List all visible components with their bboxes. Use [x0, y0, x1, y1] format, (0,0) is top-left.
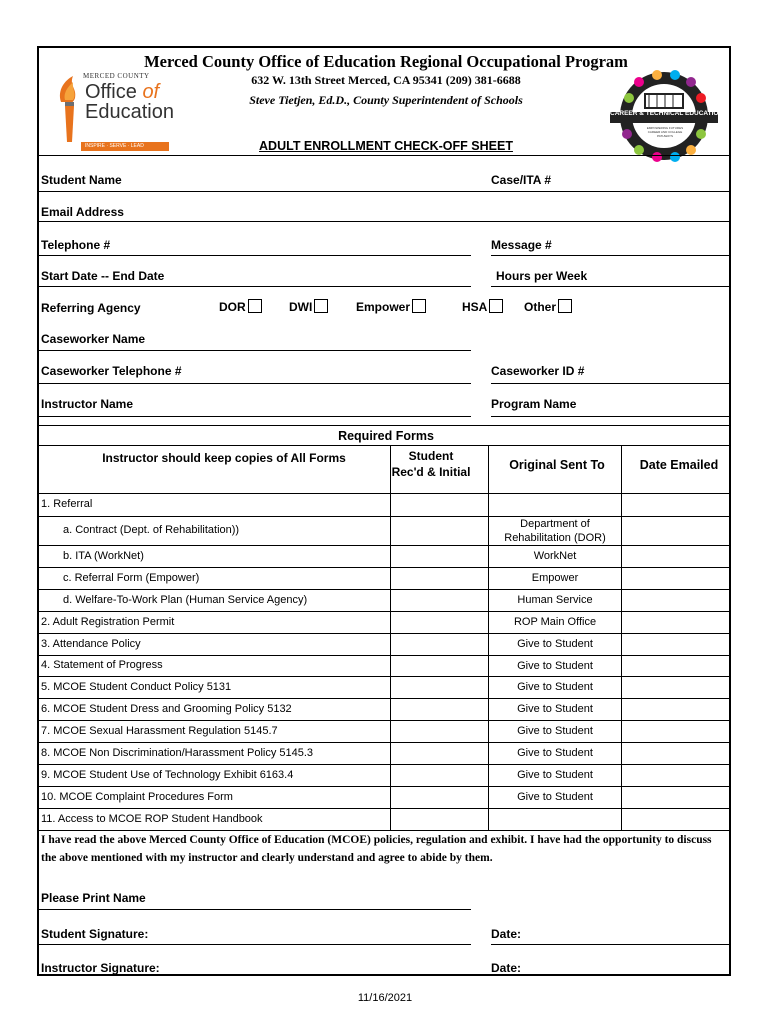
date-label-1: Date: [491, 927, 522, 941]
table-row-initial-cell[interactable] [391, 589, 487, 611]
table-row-date-emailed-cell[interactable] [622, 720, 728, 742]
telephone-line[interactable] [39, 255, 471, 256]
table-row-label: 4. Statement of Progress [41, 659, 163, 671]
table-row-label: 2. Adult Registration Permit [41, 616, 175, 628]
table-row-date-emailed-cell[interactable] [622, 516, 728, 545]
table-row-initial-cell[interactable] [391, 493, 487, 516]
table-row-sent-to: Department of Rehabilitation (DOR) [504, 517, 606, 544]
date-line-1[interactable] [491, 944, 729, 945]
hsa-checkbox[interactable]: HSA [462, 299, 503, 314]
table-row-label: 1. Referral [41, 498, 93, 510]
table-row-date-emailed-cell[interactable] [622, 764, 728, 786]
table-row-label: 7. MCOE Sexual Harassment Regulation 5145.7 [41, 725, 278, 737]
table-row-date-emailed-cell[interactable] [622, 742, 728, 764]
instructor-name-line[interactable] [39, 416, 471, 417]
logo-tagline: INSPIRE · SERVE · LEAD [85, 143, 144, 149]
referring-agency-label: Referring Agency [41, 301, 141, 315]
form-frame [37, 46, 731, 976]
email-line[interactable] [39, 221, 729, 222]
table-row-initial-cell[interactable] [391, 720, 487, 742]
table-row-sent-to: Give to Student [517, 791, 593, 803]
table-row-initial-cell[interactable] [391, 516, 487, 545]
table-row-sent-to: Give to Student [517, 638, 593, 650]
page-title: Merced County Office of Education Regional Occupational Program [144, 52, 628, 71]
print-name-line[interactable] [39, 909, 471, 910]
dwi-checkbox[interactable]: DWI [289, 299, 328, 314]
table-row-initial-cell[interactable] [391, 655, 487, 676]
table-row-sent-to: Empower [531, 572, 579, 584]
col-student-header: Student Rec'd & Initial [391, 449, 471, 479]
start-end-line[interactable] [39, 286, 471, 287]
caseworker-name-label: Caseworker Name [41, 332, 146, 346]
table-row-sent-to: Human Service [517, 594, 593, 606]
logo-top-text: MERCED COUNTY [83, 72, 150, 80]
case-ita-label: Case/ITA # [491, 173, 552, 187]
table-row-label: 3. Attendance Policy [41, 638, 141, 650]
dor-checkbox[interactable]: DOR [219, 299, 262, 314]
table-row-sent-to: Give to Student [517, 769, 593, 781]
hours-line[interactable] [491, 286, 729, 287]
table-top [39, 425, 729, 426]
table-row-label: d. Welfare-To-Work Plan (Human Service Agency) [63, 594, 308, 606]
student-name-label: Student Name [41, 173, 122, 187]
empower-checkbox[interactable]: Empower [356, 299, 426, 314]
table-row-sent-to [489, 493, 621, 516]
table-row-date-emailed-cell[interactable] [622, 808, 728, 830]
col-sent-header: Original Sent To [509, 458, 605, 472]
table-row-sent-to: ROP Main Office [513, 616, 597, 628]
table-title: Required Forms [338, 429, 434, 443]
other-checkbox[interactable]: Other [524, 299, 572, 314]
sheet-title: ADULT ENROLLMENT CHECK-OFF SHEET [259, 139, 513, 153]
logo-office: Office of [85, 81, 160, 103]
print-name-label: Please Print Name [41, 891, 146, 905]
cte-sub: EMPOWERING FUTURES CAREER AND COLLEGE PATHWAYS [646, 126, 684, 138]
table-row-initial-cell[interactable] [391, 567, 487, 589]
instructor-signature-label: Instructor Signature: [41, 961, 160, 975]
table-row-sent-to: Give to Student [517, 681, 593, 693]
address: 632 W. 13th Street Merced, CA 95341 (209) 381-6688 [251, 73, 521, 87]
logo-education: Education [85, 101, 174, 123]
cte-banner: CAREER & TECHNICAL EDUCATION [610, 110, 724, 117]
table-row-date-emailed-cell[interactable] [622, 655, 728, 676]
declaration: I have read the above Merced County Office of Education (MCOE) policies, regulation and exhibit. I have had the opportunity to discuss the above mentioned with my instructor and clearly understand and agree to abide by them. [41, 834, 712, 864]
table-row-label: a. Contract (Dept. of Rehabilitation)) [63, 524, 240, 536]
caseworker-phone-label: Caseworker Telephone # [41, 364, 182, 378]
table-row-label: b. ITA (WorkNet) [63, 550, 144, 562]
caseworker-phone-line[interactable] [39, 383, 471, 384]
telephone-label: Telephone # [41, 238, 111, 252]
caseworker-id-line[interactable] [491, 383, 729, 384]
student-name-line[interactable] [39, 191, 729, 192]
program-name-line[interactable] [491, 416, 729, 417]
superintendent: Steve Tietjen, Ed.D., County Superintendent of Schools [249, 93, 523, 107]
table-row-initial-cell[interactable] [391, 786, 487, 808]
table-row-sent-to [489, 808, 621, 830]
col-instructor-header: Instructor should keep copies of All Forms [102, 451, 346, 465]
table-row-date-emailed-cell[interactable] [622, 611, 728, 633]
table-row-sent-to: Give to Student [517, 703, 593, 715]
table-row-initial-cell[interactable] [391, 698, 487, 720]
table-row-label: 11. Access to MCOE ROP Student Handbook [41, 813, 263, 825]
table-row-date-emailed-cell[interactable] [622, 786, 728, 808]
table-row-initial-cell[interactable] [391, 808, 487, 830]
table-row-label: 8. MCOE Non Discrimination/Harassment Policy 5145.3 [41, 747, 314, 759]
col-emailed-header: Date Emailed [639, 458, 719, 472]
table-row-label: c. Referral Form (Empower) [63, 572, 200, 584]
table-row-initial-cell[interactable] [391, 633, 487, 655]
message-line[interactable] [491, 255, 729, 256]
table-row-initial-cell[interactable] [391, 676, 487, 698]
table-row-initial-cell[interactable] [391, 545, 487, 567]
hours-label: Hours per Week [496, 269, 588, 283]
table-row-date-emailed-cell[interactable] [622, 493, 728, 516]
table-row-date-emailed-cell[interactable] [622, 676, 728, 698]
table-row-initial-cell[interactable] [391, 764, 487, 786]
program-name-label: Program Name [491, 397, 577, 411]
table-row-date-emailed-cell[interactable] [622, 589, 728, 611]
message-label: Message # [491, 238, 552, 252]
start-end-label: Start Date -- End Date [41, 269, 165, 283]
email-label: Email Address [41, 205, 124, 219]
student-signature-line[interactable] [39, 944, 471, 945]
table-row-date-emailed-cell[interactable] [622, 567, 728, 589]
student-signature-label: Student Signature: [41, 927, 149, 941]
instructor-name-label: Instructor Name [41, 397, 134, 411]
table-row-sent-to: Give to Student [517, 659, 593, 672]
table-row-sent-to: Give to Student [517, 747, 593, 759]
table-row-sent-to: WorkNet [533, 550, 577, 562]
caseworker-id-label: Caseworker ID # [491, 364, 585, 378]
caseworker-name-line[interactable] [39, 350, 471, 351]
footer-date: 11/16/2021 [357, 992, 413, 1004]
table-row-label: 6. MCOE Student Dress and Grooming Policy 5132 [41, 703, 292, 715]
table-row-label: 5. MCOE Student Conduct Policy 5131 [41, 681, 232, 693]
table-row-initial-cell[interactable] [391, 611, 487, 633]
table-row-label: 9. MCOE Student Use of Technology Exhibit 6163.4 [41, 769, 294, 781]
divider [39, 155, 729, 156]
table-row-date-emailed-cell[interactable] [622, 698, 728, 720]
table-row-date-emailed-cell[interactable] [622, 545, 728, 567]
date-label-2: Date: [491, 961, 522, 975]
table-row-sent-to: Give to Student [517, 725, 593, 737]
table-row-label: 10. MCOE Complaint Procedures Form [41, 791, 233, 803]
table-header-top [39, 445, 729, 446]
table-row-date-emailed-cell[interactable] [622, 633, 728, 655]
table-row-initial-cell[interactable] [391, 742, 487, 764]
